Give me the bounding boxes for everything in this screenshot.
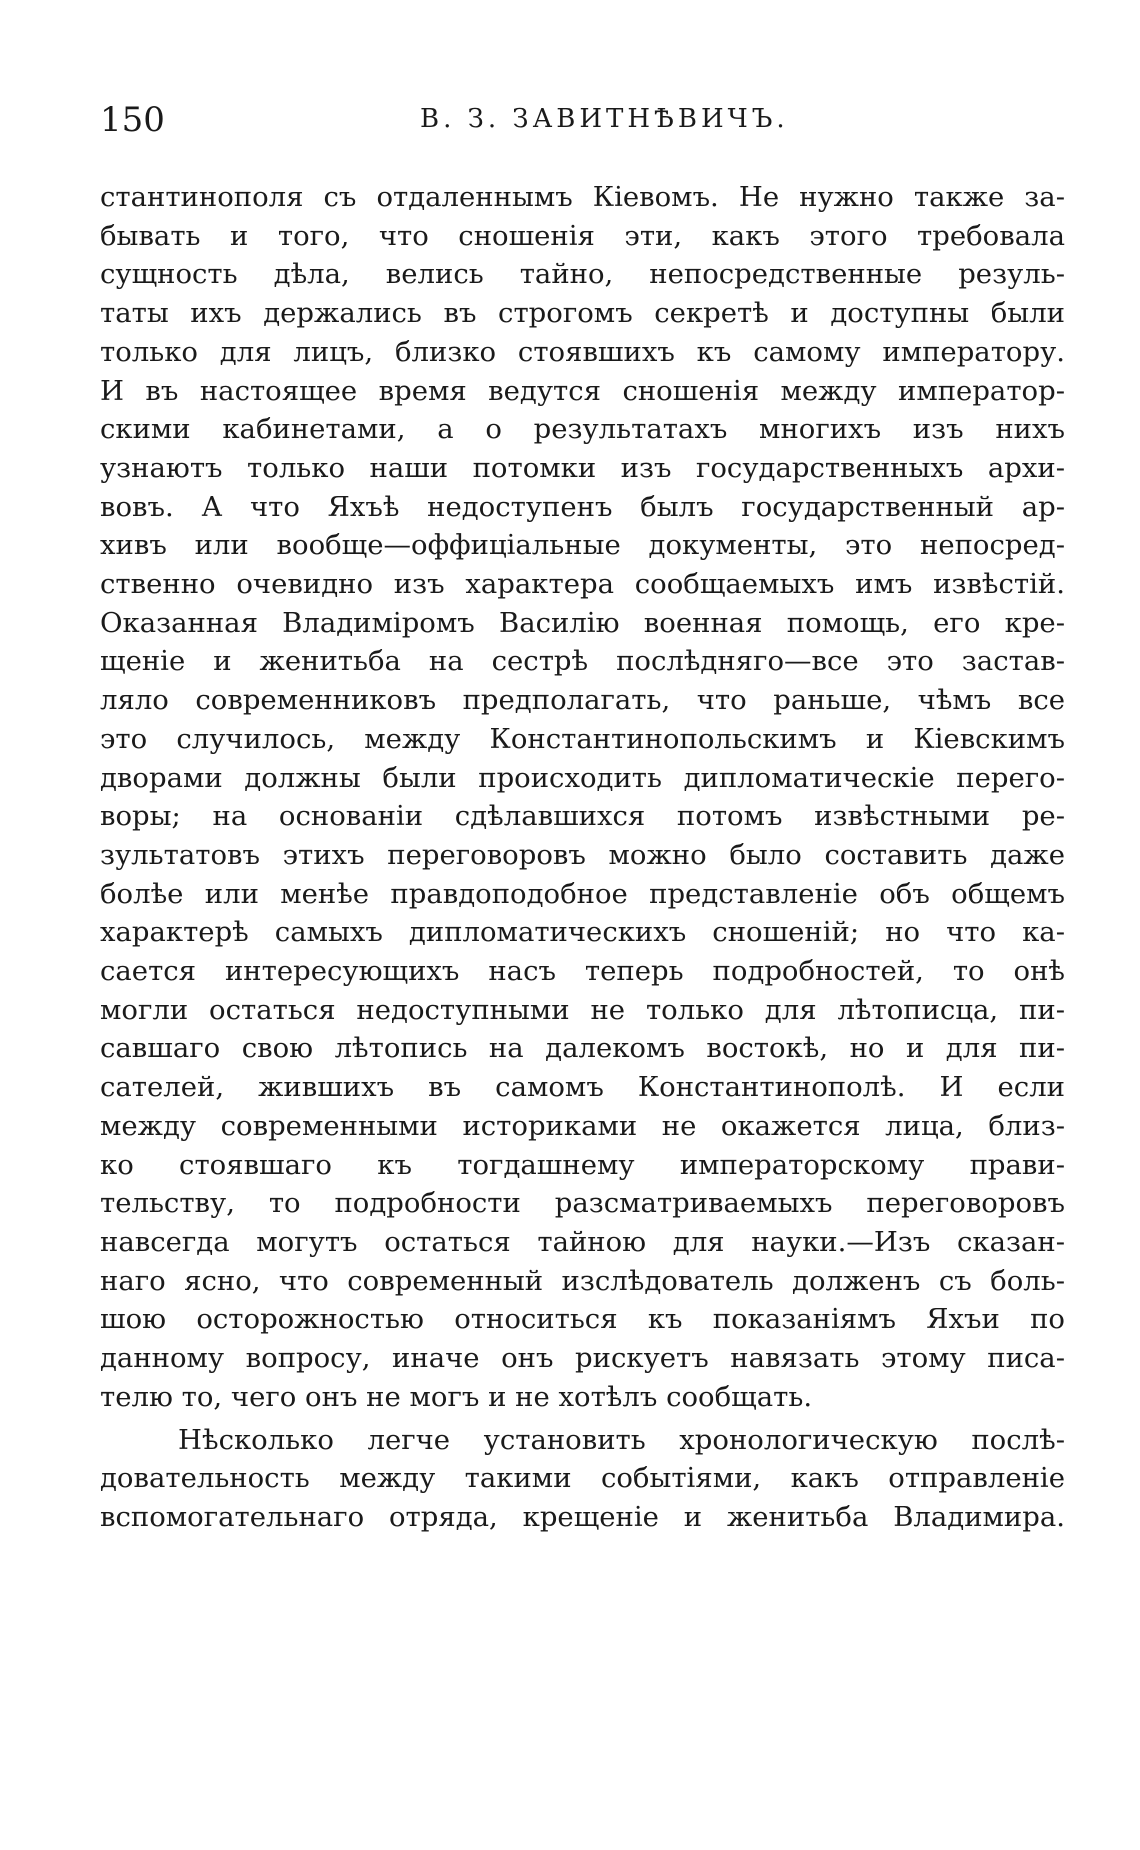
text-line: зультатовъ этихъ переговоровъ можно было составить даже bbox=[100, 838, 1065, 871]
text-line: вспомогательнаго отряда, крещеніе и женитьба Владимира. bbox=[100, 1500, 1065, 1533]
text-line: наго ясно, что современный изслѣдователь долженъ съ боль- bbox=[100, 1264, 1065, 1297]
text-line: сателей, жившихъ въ самомъ Константинополѣ. И если bbox=[100, 1071, 1065, 1104]
text-line: это случилось, между Константинопольскимъ и Кіевскимъ bbox=[100, 722, 1065, 755]
text-line: сается интересующихъ насъ теперь подробностей, то онѣ bbox=[100, 955, 1065, 988]
text-line: вовъ. А что Яхъѣ недоступенъ былъ государственный ар- bbox=[100, 490, 1065, 523]
text-line: могли остаться недоступными не только для лѣтописца, пи- bbox=[100, 993, 1065, 1026]
paragraph-2 bbox=[100, 1421, 1065, 1537]
text-line: савшаго свою лѣтопись на далекомъ востокѣ, но и для пи- bbox=[100, 1032, 1065, 1065]
text-line: характерѣ самыхъ дипломатическихъ сношеній; но что ка- bbox=[100, 916, 1065, 949]
text-line: Оказанная Владиміромъ Василію военная помощь, его кре- bbox=[100, 606, 1065, 639]
running-head: В. З. ЗАВИТНѢВИЧЪ. bbox=[420, 104, 789, 134]
text-line: И въ настоящее время ведутся сношенія между император- bbox=[100, 374, 1065, 407]
text-line: данному вопросу, иначе онъ рискуетъ навязать этому писа- bbox=[100, 1342, 1065, 1375]
text-line: навсегда могутъ остаться тайною для науки.—Изъ сказан- bbox=[100, 1225, 1065, 1258]
text-line: бывать и того, что сношенія эти, какъ этого требовала bbox=[100, 219, 1065, 252]
text-line: хивъ или вообще—оффиціальные документы, это непосред- bbox=[100, 529, 1065, 562]
text-line: сущность дѣла, велись тайно, непосредственные резуль- bbox=[100, 258, 1065, 291]
text-line: довательность между такими событіями, какъ отправленіе bbox=[100, 1462, 1065, 1495]
text-line: только для лицъ, близко стоявшихъ къ самому императору. bbox=[100, 335, 1065, 368]
text-line: таты ихъ держались въ строгомъ секретѣ и доступны были bbox=[100, 297, 1065, 330]
text-line: между современными историками не окажется лица, близ- bbox=[100, 1109, 1065, 1142]
page-number: 150 bbox=[100, 100, 165, 140]
text-line: дворами должны были происходить дипломатическіе перего- bbox=[100, 761, 1065, 794]
text-line: Нѣсколько легче установить хронологическую послѣ- bbox=[178, 1423, 1065, 1456]
text-line: ко стоявшаго къ тогдашнему императорскому прави- bbox=[100, 1148, 1065, 1181]
text-line: болѣе или менѣе правдоподобное представленіе объ общемъ bbox=[100, 877, 1065, 910]
text-line: скими кабинетами, а о результатахъ многихъ изъ нихъ bbox=[100, 413, 1065, 446]
text-line: шою осторожностью относиться къ показаніямъ Яхъи по bbox=[100, 1303, 1065, 1336]
text-line: воры; на основаніи сдѣлавшихся потомъ извѣстными ре- bbox=[100, 800, 1065, 833]
text-line: ственно очевидно изъ характера сообщаемыхъ имъ извѣстій. bbox=[100, 568, 1065, 601]
paragraph-1 bbox=[100, 178, 1065, 1417]
text-line: телю то, чего онъ не могъ и не хотѣлъ сообщать. bbox=[100, 1380, 813, 1413]
body-text bbox=[100, 178, 1065, 1537]
text-line: ляло современниковъ предполагать, что раньше, чѣмъ все bbox=[100, 684, 1065, 717]
page-header bbox=[100, 100, 1060, 150]
text-line: узнаютъ только наши потомки изъ государственныхъ архи- bbox=[100, 451, 1065, 484]
text-line: щеніе и женитьба на сестрѣ послѣдняго—все это застав- bbox=[100, 645, 1065, 678]
text-line: стантинополя съ отдаленнымъ Кіевомъ. Не нужно также за- bbox=[100, 181, 1065, 213]
text-line: тельству, то подробности разсматриваемыхъ переговоровъ bbox=[100, 1187, 1065, 1220]
